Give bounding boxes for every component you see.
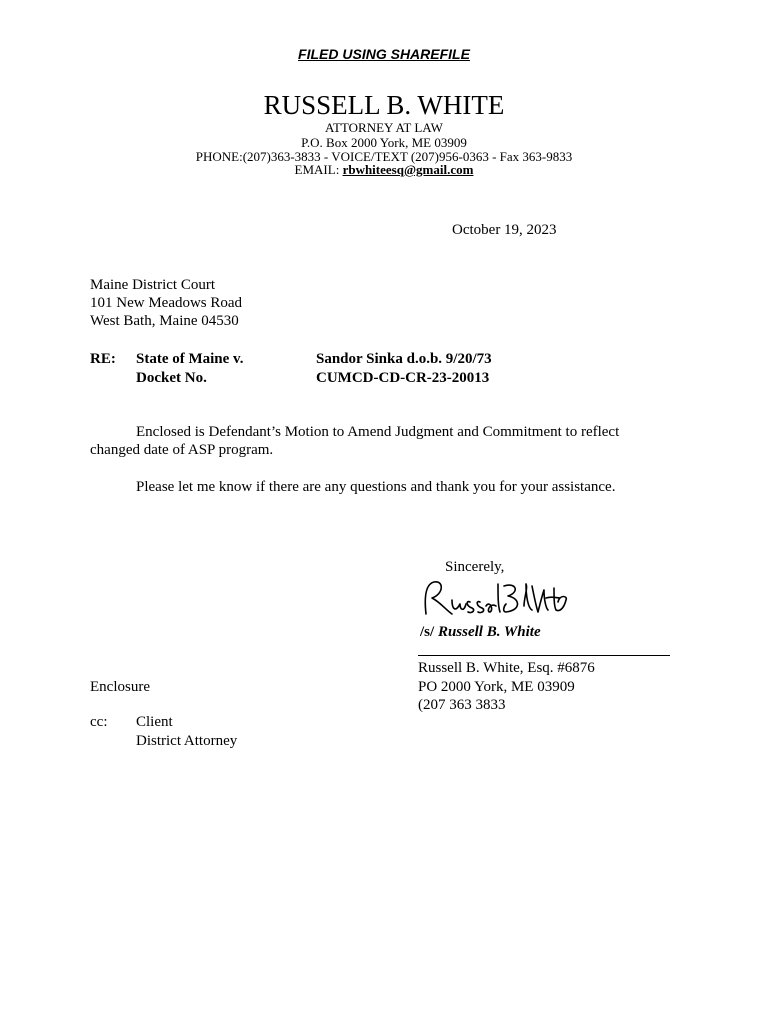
signer-phone: (207 363 3833 (418, 697, 506, 713)
signer-name: Russell B. White, Esq. #6876 (418, 660, 595, 676)
valediction: Sincerely, (445, 559, 505, 575)
re-case-party: Sandor Sinka d.o.b. 9/20/73 (316, 351, 492, 367)
re-docket-number: CUMCD-CD-CR-23-20013 (316, 370, 490, 386)
re-docket-label: Docket No. (136, 370, 207, 386)
letter-date: October 19, 2023 (452, 222, 557, 238)
attorney-name: RUSSELL B. WHITE (263, 90, 505, 120)
body-paragraph-2: Please let me know if there are any questions and thank you for your assistance. (136, 479, 616, 495)
cc-label: cc: (90, 714, 108, 730)
email-link[interactable]: rbwhiteesq@gmail.com (342, 162, 474, 177)
attorney-phone: PHONE:(207)363-3833 - VOICE/TEXT (207)956-0363 - Fax 363-9833 (195, 149, 573, 164)
electronic-signature-name: Russell B. White (437, 624, 541, 640)
recipient-line-1: Maine District Court (90, 277, 215, 293)
electronic-signature-prefix: /s/ (420, 624, 435, 640)
re-label: RE: (90, 351, 116, 367)
attorney-email-line (0, 163, 768, 177)
signature-line (418, 655, 670, 656)
handwritten-signature (420, 576, 572, 620)
electronic-signature (420, 623, 541, 641)
recipient-line-3: West Bath, Maine 04530 (90, 313, 239, 329)
recipient-line-2: 101 New Meadows Road (90, 295, 243, 311)
attorney-address: P.O. Box 2000 York, ME 03909 (301, 135, 467, 150)
body-paragraph-1-line-1: Enclosed is Defendant’s Motion to Amend Judgment and Commitment to reflect (136, 424, 620, 440)
re-case-label: State of Maine v. (136, 351, 244, 367)
body-paragraph-1-line-2: changed date of ASP program. (90, 442, 274, 458)
email-label: EMAIL: (294, 162, 340, 177)
cc-recipient: Client (136, 714, 173, 730)
filed-notice: FILED USING SHAREFILE (298, 46, 470, 62)
enclosure-note: Enclosure (90, 679, 150, 695)
attorney-title: ATTORNEY AT LAW (325, 120, 443, 135)
cc-recipient: District Attorney (136, 733, 238, 749)
signer-address: PO 2000 York, ME 03909 (418, 679, 575, 695)
